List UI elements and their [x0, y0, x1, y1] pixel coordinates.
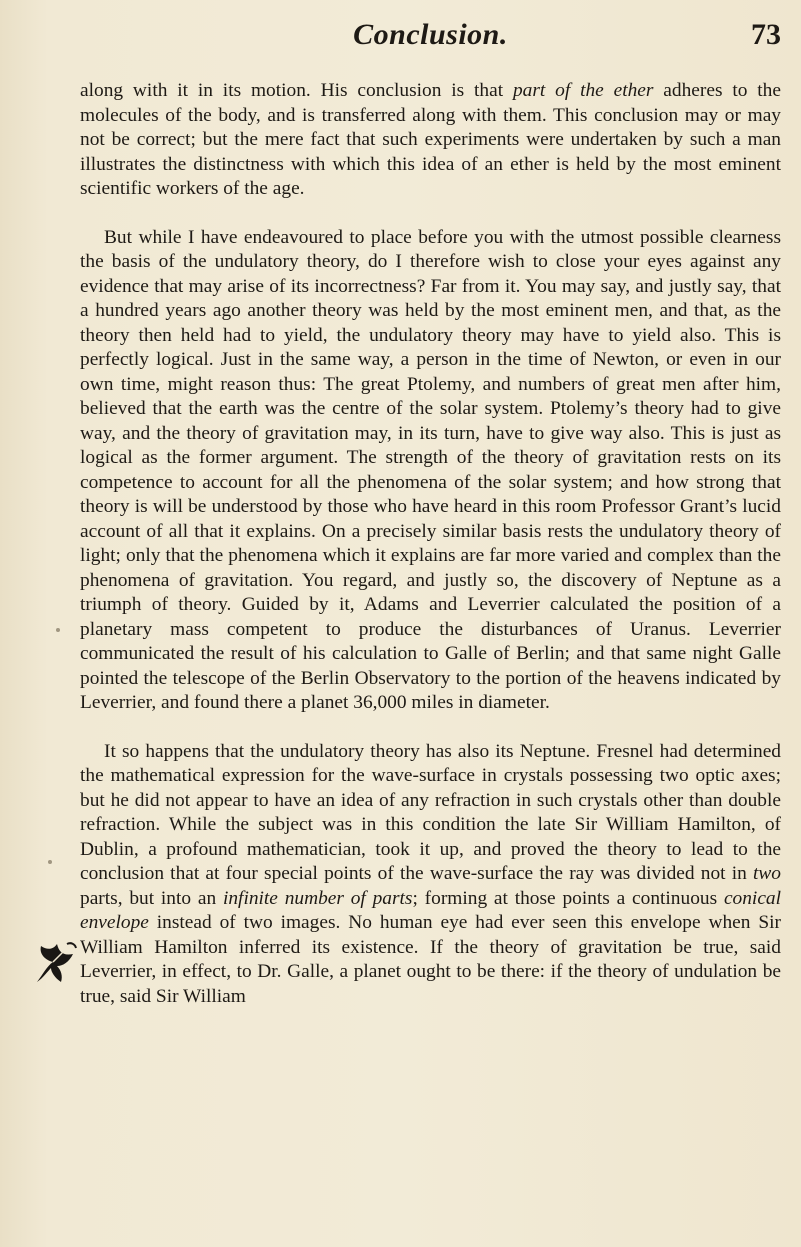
- paragraph: [80, 226, 781, 716]
- page-number: 73: [751, 18, 781, 51]
- paragraph: [80, 79, 781, 202]
- paper-speck: [56, 628, 60, 632]
- italic-text: two: [752, 863, 781, 884]
- body-text: [80, 79, 781, 1009]
- italic-text: part of the ether: [512, 80, 654, 101]
- page-header: [80, 14, 781, 64]
- text-run: parts, but into an: [80, 887, 223, 909]
- text-run: adheres to the molecules of the body, and is transferred along with them. This conclusion may or may not be correct; but the mere fact that such experiments were undertaken by such a man illustrates the distinctness with which this idea of an ether is held by the most eminent scientific workers of the age.: [80, 80, 781, 199]
- text-run: But while I have endeavoured to place before you with the utmost possible clearness the basis of the undulatory theory, do I therefore wish to close your eyes against any evidence that may arise of its incorrectness? Far from it. You may say, and justly say, that a hundred years ago another theory was held by the most eminent men, and that, as the theory then held had to yield, the undulatory theory may have to yield also. This is perfectly logical. Just in the same way, a person in the time of Newton, or even in our own time, might reason thus: The great Ptolemy, and numbers of great men after him, believed that the earth was the centre of the solar system. Ptolemy’s theory had to give way, and the theory of gravitation may, in its turn, have to give way also. This is just as logical as the former argument. The strength of the theory of gravitation rests on its competence to account for all the phenomena of the solar system; and how strong that theory is will be understood by those who have heard in this room Professor Grant’s lucid account of all that it explains. On a precisely similar basis rests the undulatory theory of light; only that the phenomena which it explains are far more varied and complex than the phenomena of gravitation. You regard, and justly so, the discovery of Neptune as a triumph of theory. Guided by it, Adams and Leverrier calculated the position of a planetary mass competent to produce the disturbances of Uranus. Leverrier communicated the result of his calculation to Galle of Berlin; and that same night Galle pointed the telescope of the Berlin Observatory to the portion of the heavens indicated by Leverrier, and found there a planet 36,000 miles in diameter.: [80, 226, 781, 713]
- paragraph: [80, 740, 781, 1010]
- text-run: ; forming at those points a continuous: [412, 887, 724, 909]
- italic-text: conical envelope: [80, 887, 782, 933]
- text-run: along with it in its motion. His conclusion is that: [80, 80, 513, 101]
- text-run: It so happens that the undulatory theory has also its Neptune. Fresnel had determined the mathematical expression for the wave-surface in crystals possessing two optic axes; but he did not appear to have an idea of any refraction in such crystals other than double refraction. While the subject was in this condition the late Sir William Hamilton, of Dublin, a profound mathematician, took it up, and proved the theory to lead to the conclusion that at four special points of the wave-surface the ray was divided not in: [80, 740, 781, 884]
- italic-text: infinite number of parts: [222, 887, 413, 909]
- paper-speck: [48, 860, 52, 864]
- text-run: instead of two images. No human eye had ever seen this envelope when Sir William Hamilton inferred its existence. If the theory of gravitation be true, said Leverrier, in effect, to Dr. Galle, a planet ought to be there: if the theory of undulation be true, said Sir William: [80, 912, 781, 1007]
- hedera-leaf-icon: [33, 936, 79, 986]
- running-title: Conclusion.: [353, 18, 508, 51]
